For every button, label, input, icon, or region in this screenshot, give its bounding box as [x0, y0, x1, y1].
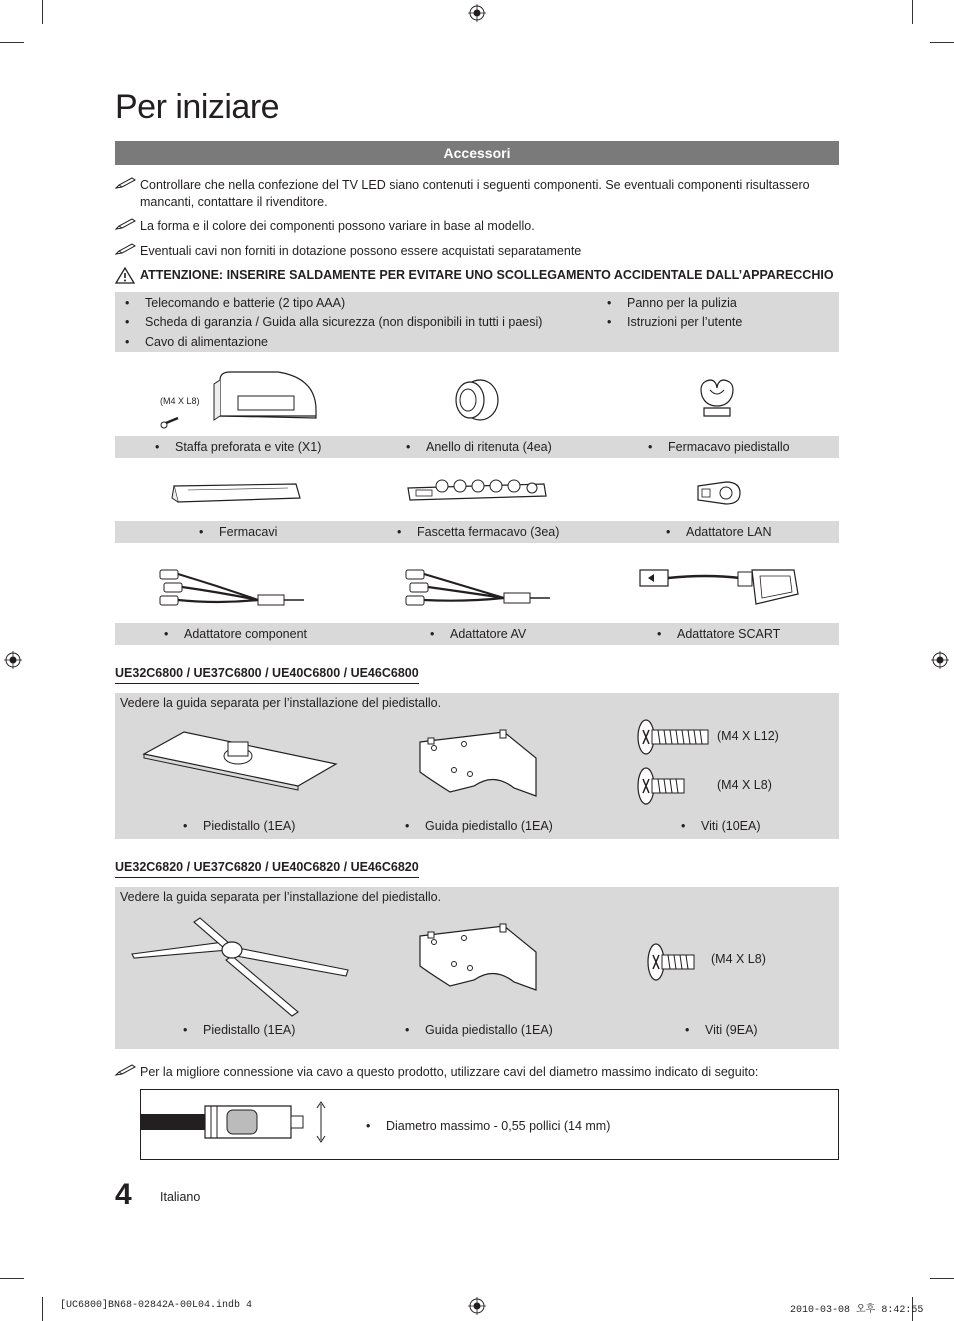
accessory-label: • Fermacavi	[219, 524, 277, 540]
section-header-accessori: Accessori	[115, 141, 839, 165]
scart-adapter-image	[636, 564, 802, 612]
stand-cable-holder-image	[694, 376, 740, 422]
included-item: • Telecomando e batterie (2 tipo AAA)	[145, 295, 345, 311]
note-contents-check	[115, 177, 839, 211]
component-adapter-image	[158, 566, 308, 612]
accessory-label: • Adattatore SCART	[677, 626, 780, 642]
registration-mark-icon	[468, 4, 486, 22]
cable-clamp-image	[404, 474, 550, 510]
note-cables	[115, 243, 839, 260]
crop-mark	[0, 1278, 24, 1279]
crop-mark	[0, 42, 24, 43]
crop-mark	[930, 1278, 954, 1279]
note-text: Controllare che nella confezione del TV LED siano contenuti i seguenti componenti. Se eventuali componenti risultassero mancanti, contattare il rivenditore.	[140, 178, 810, 209]
cable-diameter-label: • Diametro massimo - 0,55 pollici (14 mm)	[386, 1118, 610, 1134]
stand-guide-image	[414, 922, 540, 994]
stand-install-note: Vedere la guida separata per l’installazione del piedistallo.	[120, 696, 442, 710]
accessory-label: • Adattatore component	[184, 626, 307, 642]
screw-size-label: (M4 X L8)	[717, 778, 772, 792]
stand-item-label: • Piedistallo (1EA)	[203, 1022, 295, 1038]
cable-tie-image	[168, 478, 302, 508]
swivel-stand-image	[128, 914, 352, 1018]
stand-item-label: • Guida piedistallo (1EA)	[425, 1022, 553, 1038]
retaining-ring-image	[452, 378, 502, 422]
warning-text: ATTENZIONE: INSERIRE SALDAMENTE PER EVITARE UNO SCOLLEGAMENTO ACCIDENTALE DALL’APPARECCHIO	[140, 268, 834, 282]
pencil-note-icon	[115, 176, 137, 190]
stand-item-label: • Viti (9EA)	[705, 1022, 758, 1038]
screw-m4-l12-image	[636, 718, 712, 756]
included-item: • Istruzioni per l’utente	[627, 314, 742, 330]
accessory-label: • Fascetta fermacavo (3ea)	[417, 524, 559, 540]
pencil-note-icon	[115, 1063, 137, 1077]
accessory-label: • Adattatore AV	[450, 626, 526, 642]
crop-mark	[930, 42, 954, 43]
screw-size-label: (M4 X L8)	[160, 396, 200, 406]
screw-m4-l8-image	[636, 766, 688, 806]
av-adapter-image	[404, 566, 554, 612]
stand-item-label: • Viti (10EA)	[701, 818, 761, 834]
screw-m4-l8-image	[646, 942, 698, 982]
accessory-label: • Staffa preforata e vite (X1)	[175, 439, 321, 455]
accessory-label: • Adattatore LAN	[686, 524, 771, 540]
crop-mark	[912, 0, 913, 24]
model-heading-c6820: UE32C6820 / UE37C6820 / UE40C6820 / UE46C6820	[115, 860, 419, 878]
screw-size-label: (M4 X L8)	[711, 952, 766, 966]
included-item: • Cavo di alimentazione	[145, 334, 268, 350]
footer-timestamp: 2010-03-08 오후 8:42:55	[790, 1305, 924, 1316]
stand-install-note: Vedere la guida separata per l’installazione del piedistallo.	[120, 890, 442, 904]
registration-mark-icon	[468, 1297, 486, 1315]
page-number: 4	[115, 1178, 132, 1211]
screw-icon	[161, 418, 178, 428]
stand-item-label: • Guida piedistallo (1EA)	[425, 818, 553, 834]
crop-mark	[42, 0, 43, 24]
pencil-note-icon	[115, 242, 137, 256]
page-title: Per iniziare	[115, 88, 280, 126]
note-cable-diameter	[115, 1064, 839, 1081]
screw-size-label: (M4 X L12)	[717, 729, 779, 743]
registration-mark-icon	[4, 651, 22, 669]
model-heading-c6800: UE32C6800 / UE37C6800 / UE40C6800 / UE46C6800	[115, 666, 419, 684]
note-text: La forma e il colore dei componenti possono variare in base al modello.	[140, 219, 535, 233]
stand-base-image	[140, 728, 340, 788]
accessory-label: • Fermacavo piedistallo	[668, 439, 790, 455]
note-shape-color	[115, 218, 839, 235]
crop-mark	[42, 1297, 43, 1321]
warning-triangle-icon	[115, 267, 135, 284]
pencil-note-icon	[115, 217, 137, 231]
included-item: • Scheda di garanzia / Guida alla sicurezza (non disponibili in tutti i paesi)	[145, 314, 542, 330]
note-text: Eventuali cavi non forniti in dotazione possono essere acquistati separatamente	[140, 244, 582, 258]
warning-note	[115, 267, 839, 284]
accessory-label: • Anello di ritenuta (4ea)	[426, 439, 552, 455]
included-item: • Panno per la pulizia	[627, 295, 737, 311]
note-text: Per la migliore connessione via cavo a questo prodotto, utilizzare cavi del diametro massimo indicato di seguito:	[140, 1065, 759, 1079]
lan-adapter-image	[694, 476, 744, 510]
language-label: Italiano	[160, 1190, 201, 1204]
stand-guide-image	[414, 728, 540, 800]
cable-plug-image	[141, 1098, 331, 1146]
stand-item-label: • Piedistallo (1EA)	[203, 818, 295, 834]
registration-mark-icon	[931, 651, 949, 669]
footer-file-info: [UC6800]BN68-02842A-00L04.indb 4	[60, 1300, 253, 1311]
